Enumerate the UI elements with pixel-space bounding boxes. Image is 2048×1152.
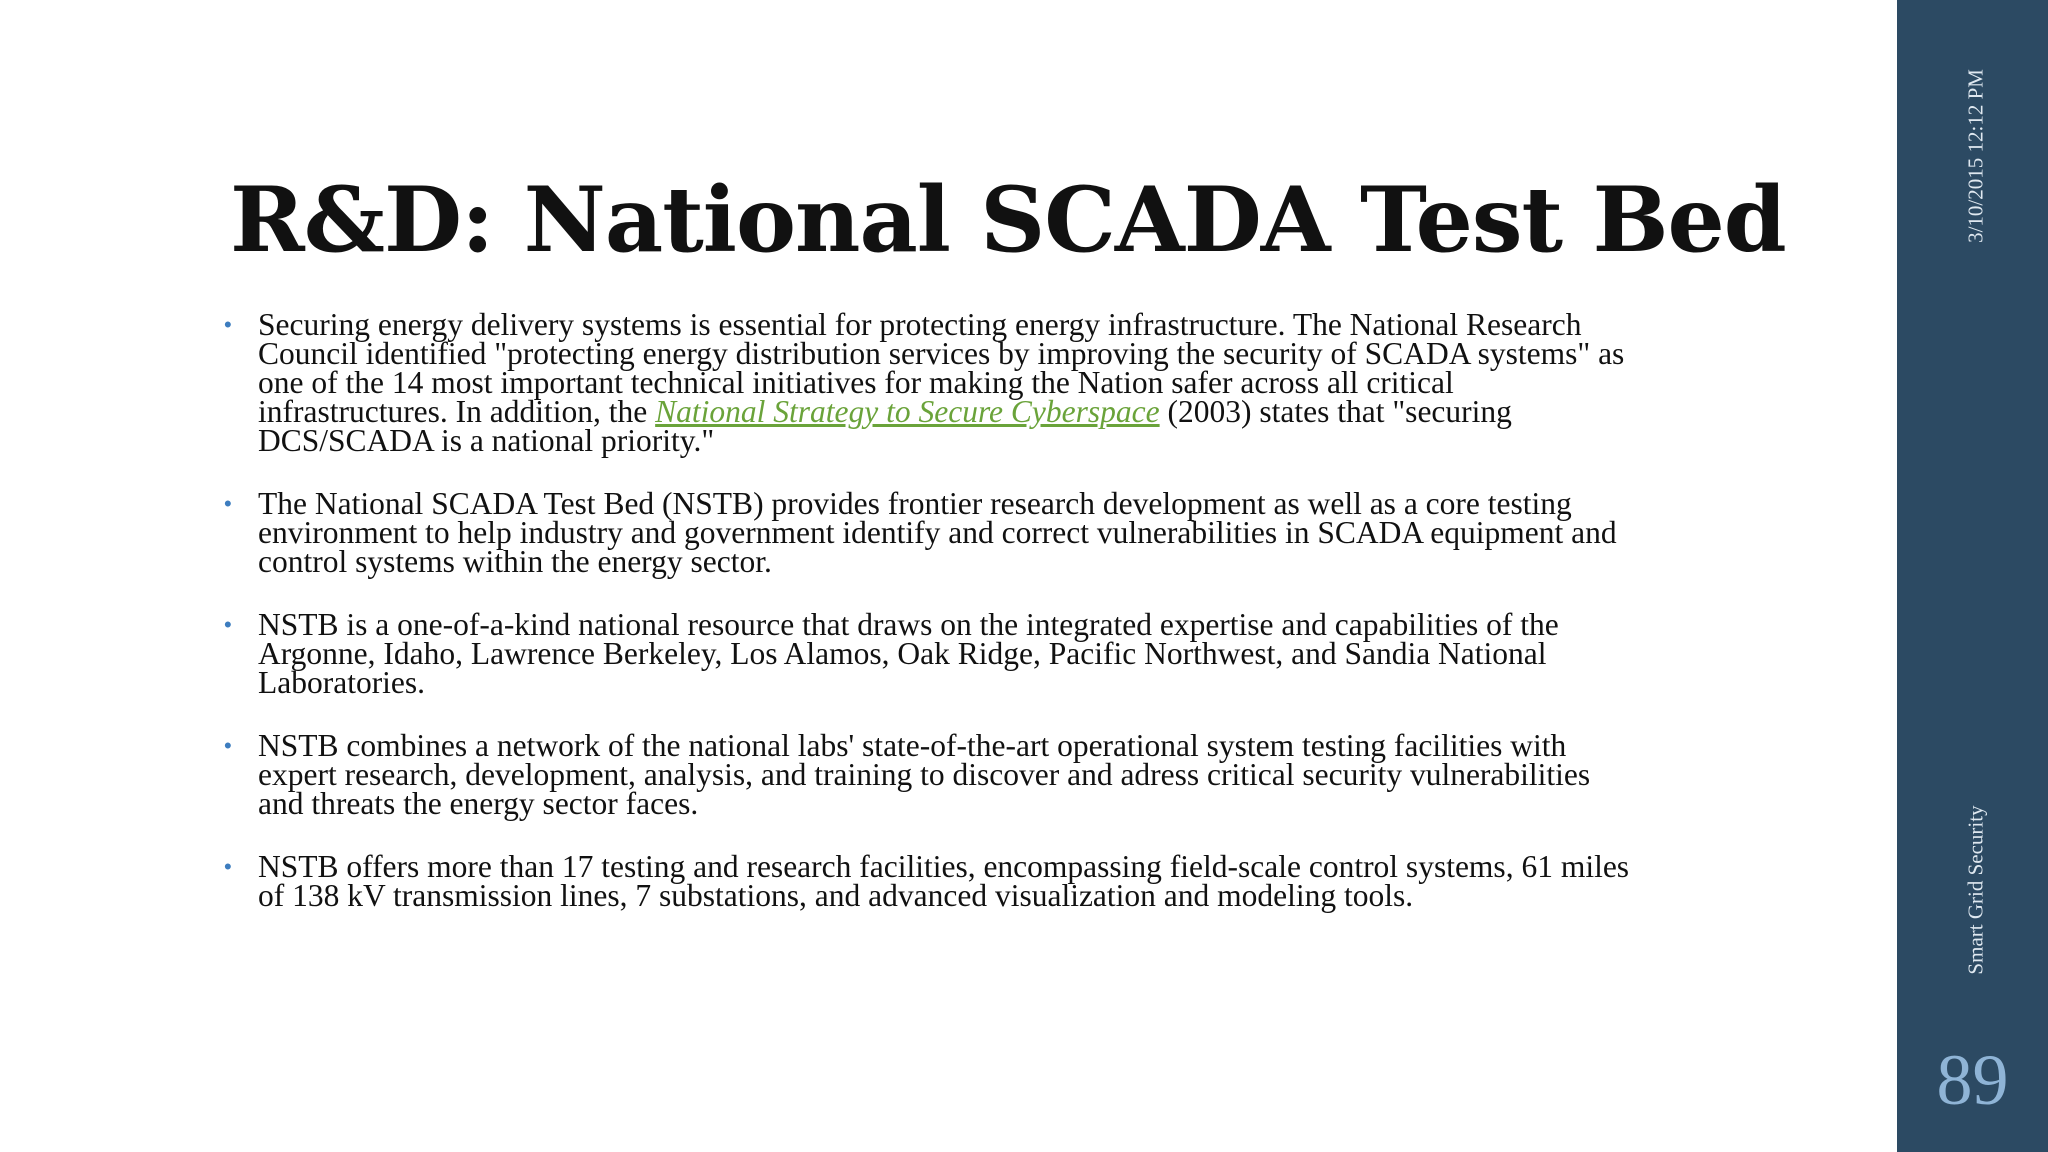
slide-title: R&D: National SCADA Test Bed: [230, 167, 1786, 273]
bullet-text-part: Securing energy delivery systems is essential for protecting energy infrastructure. The National Research Council identified "protecting energy distribution services by improving the security of SCADA systems" as one of the 14 most important technical initiatives for making the Nation safer across all critical infrastructures. In addition, the: [258, 307, 1625, 429]
bullet-list: [220, 307, 1640, 944]
slide-date: 3/10/2015 12:12 PM: [1963, 69, 1988, 243]
bullet-text: The National SCADA Test Bed (NSTB) provides frontier research development as well as a core testing environment to help industry and government identify and correct vulnerabilities in SCADA equipment and control systems within the energy sector.: [258, 486, 1617, 579]
bullet-item-nrc-priority: [220, 307, 1640, 458]
bullet-dot-icon: •: [224, 491, 232, 516]
slide-number: 89: [1936, 1040, 2009, 1120]
bullet-dot-icon: •: [224, 312, 232, 337]
bullet-text: NSTB combines a network of the national labs' state-of-the-art operational system testing facilities with expert research, development, analysis, and training to discover and adress critical security vulnerabilities and threats the energy sector faces.: [258, 728, 1591, 821]
slide-footer: Smart Grid Security: [1963, 805, 1988, 975]
bullet-text-part: (2003) states that "securing DCS/SCADA is a national priority.": [258, 394, 1512, 458]
bullet-dot-icon: •: [224, 733, 232, 758]
bullet-text: NSTB offers more than 17 testing and research facilities, encompassing field-scale control systems, 61 miles of 138 kV transmission lines, 7 substations, and advanced visualization and modeling tools.: [258, 849, 1630, 913]
bullet-dot-icon: •: [224, 612, 232, 637]
bullet-item-nstb-overview: [220, 486, 1640, 579]
bullet-item-nstb-network: [220, 728, 1640, 821]
national-strategy-link[interactable]: National Strategy to Secure Cyberspace: [655, 394, 1160, 429]
bullet-dot-icon: •: [224, 854, 232, 879]
bullet-text: [258, 307, 1640, 458]
bullet-item-nstb-facilities: [220, 849, 1640, 913]
bullet-item-nstb-labs: [220, 607, 1640, 700]
bullet-text: NSTB is a one-of-a-kind national resource that draws on the integrated expertise and capabilities of the Argonne, Idaho, Lawrence Berkeley, Los Alamos, Oak Ridge, Pacific Northwest, and Sandia National Laboratories.: [258, 607, 1559, 700]
